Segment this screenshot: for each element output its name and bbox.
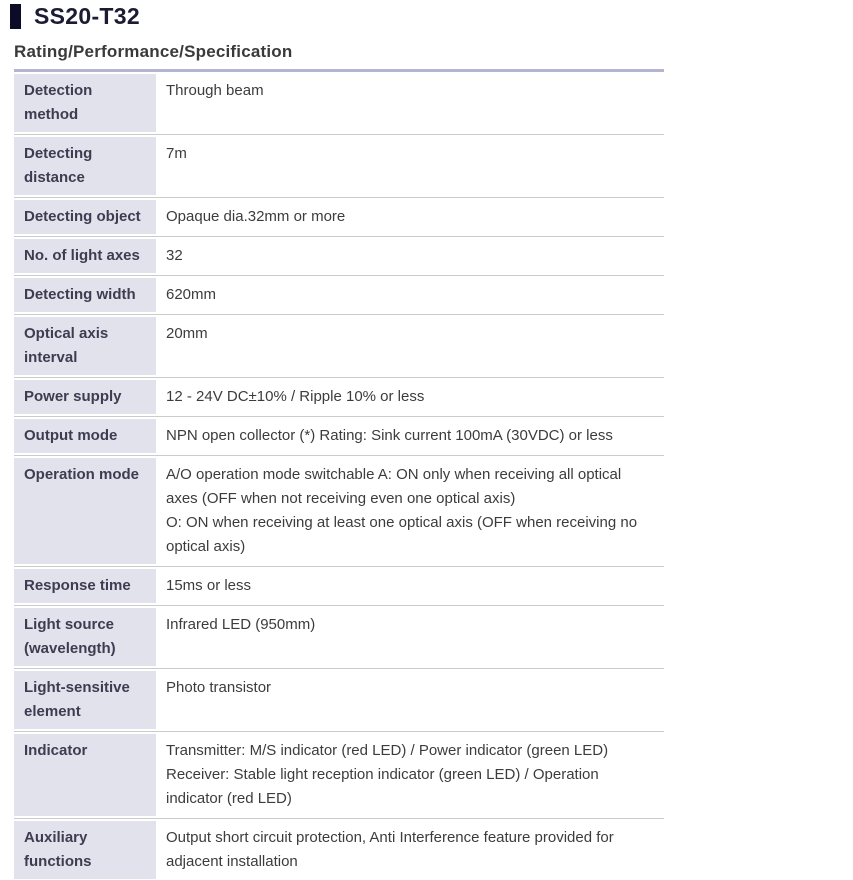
value-line: 12 - 24V DC±10% / Ripple 10% or less <box>166 388 425 405</box>
row-value <box>156 72 664 134</box>
table-row-detecting-distance <box>14 135 664 198</box>
row-label <box>14 72 156 134</box>
title-accent-bar <box>10 4 21 29</box>
table-row-light-source <box>14 606 664 669</box>
value-line: 620mm <box>166 286 217 303</box>
label-line: Operation mode <box>24 466 140 483</box>
label-line: Detection method <box>24 82 93 123</box>
value-line: Through beam <box>166 82 264 99</box>
row-value <box>156 237 664 275</box>
label-line: functions <box>24 853 92 870</box>
row-value <box>156 417 664 455</box>
product-title-row <box>10 3 853 30</box>
value-line: 15ms or less <box>166 577 252 594</box>
table-row-response-time <box>14 567 664 606</box>
value-line: O: ON when receiving at least one optical axis (OFF when receiving no optical axis) <box>166 514 638 555</box>
row-value <box>156 819 664 880</box>
value-line: Photo transistor <box>166 679 272 696</box>
table-row-optical-axis-interval <box>14 315 664 378</box>
table-row-indicator <box>14 732 664 819</box>
label-line: (wavelength) <box>24 640 116 657</box>
value-line: NPN open collector (*) Rating: Sink current 100mA (30VDC) or less <box>166 427 613 444</box>
value-line: 32 <box>166 247 183 264</box>
label-line: Auxiliary <box>24 829 88 846</box>
label-line: Indicator <box>24 742 88 759</box>
row-value <box>156 276 664 314</box>
label-line: Response time <box>24 577 131 594</box>
value-line: A/O operation mode switchable A: ON only when receiving all optical axes (OFF when not receiving even one optical axis) <box>166 466 622 507</box>
table-row-light-sensitive-element <box>14 669 664 732</box>
table-row-detection-method <box>14 72 664 135</box>
label-line: interval <box>24 349 78 366</box>
spec-table <box>14 69 664 880</box>
table-row-output-mode <box>14 417 664 456</box>
label-line: Light source <box>24 616 115 633</box>
row-label <box>14 669 156 731</box>
table-row-operation-mode <box>14 456 664 567</box>
value-line: 7m <box>166 145 187 162</box>
row-label <box>14 819 156 880</box>
row-label <box>14 315 156 377</box>
row-label <box>14 276 156 314</box>
row-value <box>156 456 664 566</box>
row-label <box>14 417 156 455</box>
label-line: Light-sensitive <box>24 679 130 696</box>
row-value <box>156 669 664 731</box>
row-label <box>14 606 156 668</box>
value-line: Output short circuit protection, Anti Interference feature provided for adjacent installation <box>166 829 614 870</box>
label-line: Detecting <box>24 145 93 162</box>
label-line: Power supply <box>24 388 122 405</box>
row-value <box>156 606 664 668</box>
label-line: Detecting object <box>24 208 141 225</box>
row-value <box>156 315 664 377</box>
row-label <box>14 135 156 197</box>
table-row-power-supply <box>14 378 664 417</box>
row-label <box>14 456 156 566</box>
product-title: SS20-T32 <box>34 3 140 29</box>
label-line: Output mode <box>24 427 118 444</box>
table-row-no-of-light-axes <box>14 237 664 276</box>
row-value <box>156 378 664 416</box>
row-label <box>14 198 156 236</box>
value-line: Infrared LED (950mm) <box>166 616 316 633</box>
row-label <box>14 378 156 416</box>
row-label <box>14 237 156 275</box>
row-value <box>156 198 664 236</box>
section-heading: Rating/Performance/Specification <box>14 42 293 61</box>
table-row-detecting-object <box>14 198 664 237</box>
label-line: No. of light axes <box>24 247 140 264</box>
value-line: 20mm <box>166 325 208 342</box>
table-row-auxiliary-functions <box>14 819 664 880</box>
label-line: Detecting width <box>24 286 136 303</box>
value-line: Transmitter: M/S indicator (red LED) / Power indicator (green LED) <box>166 742 609 759</box>
row-value <box>156 135 664 197</box>
value-line: Receiver: Stable light reception indicator (green LED) / Operation indicator (red LED) <box>166 766 599 807</box>
row-value <box>156 567 664 605</box>
label-line: element <box>24 703 81 720</box>
row-label <box>14 732 156 818</box>
label-line: Optical axis <box>24 325 109 342</box>
table-row-detecting-width <box>14 276 664 315</box>
label-line: distance <box>24 169 85 186</box>
row-value <box>156 732 664 818</box>
value-line: Opaque dia.32mm or more <box>166 208 346 225</box>
row-label <box>14 567 156 605</box>
